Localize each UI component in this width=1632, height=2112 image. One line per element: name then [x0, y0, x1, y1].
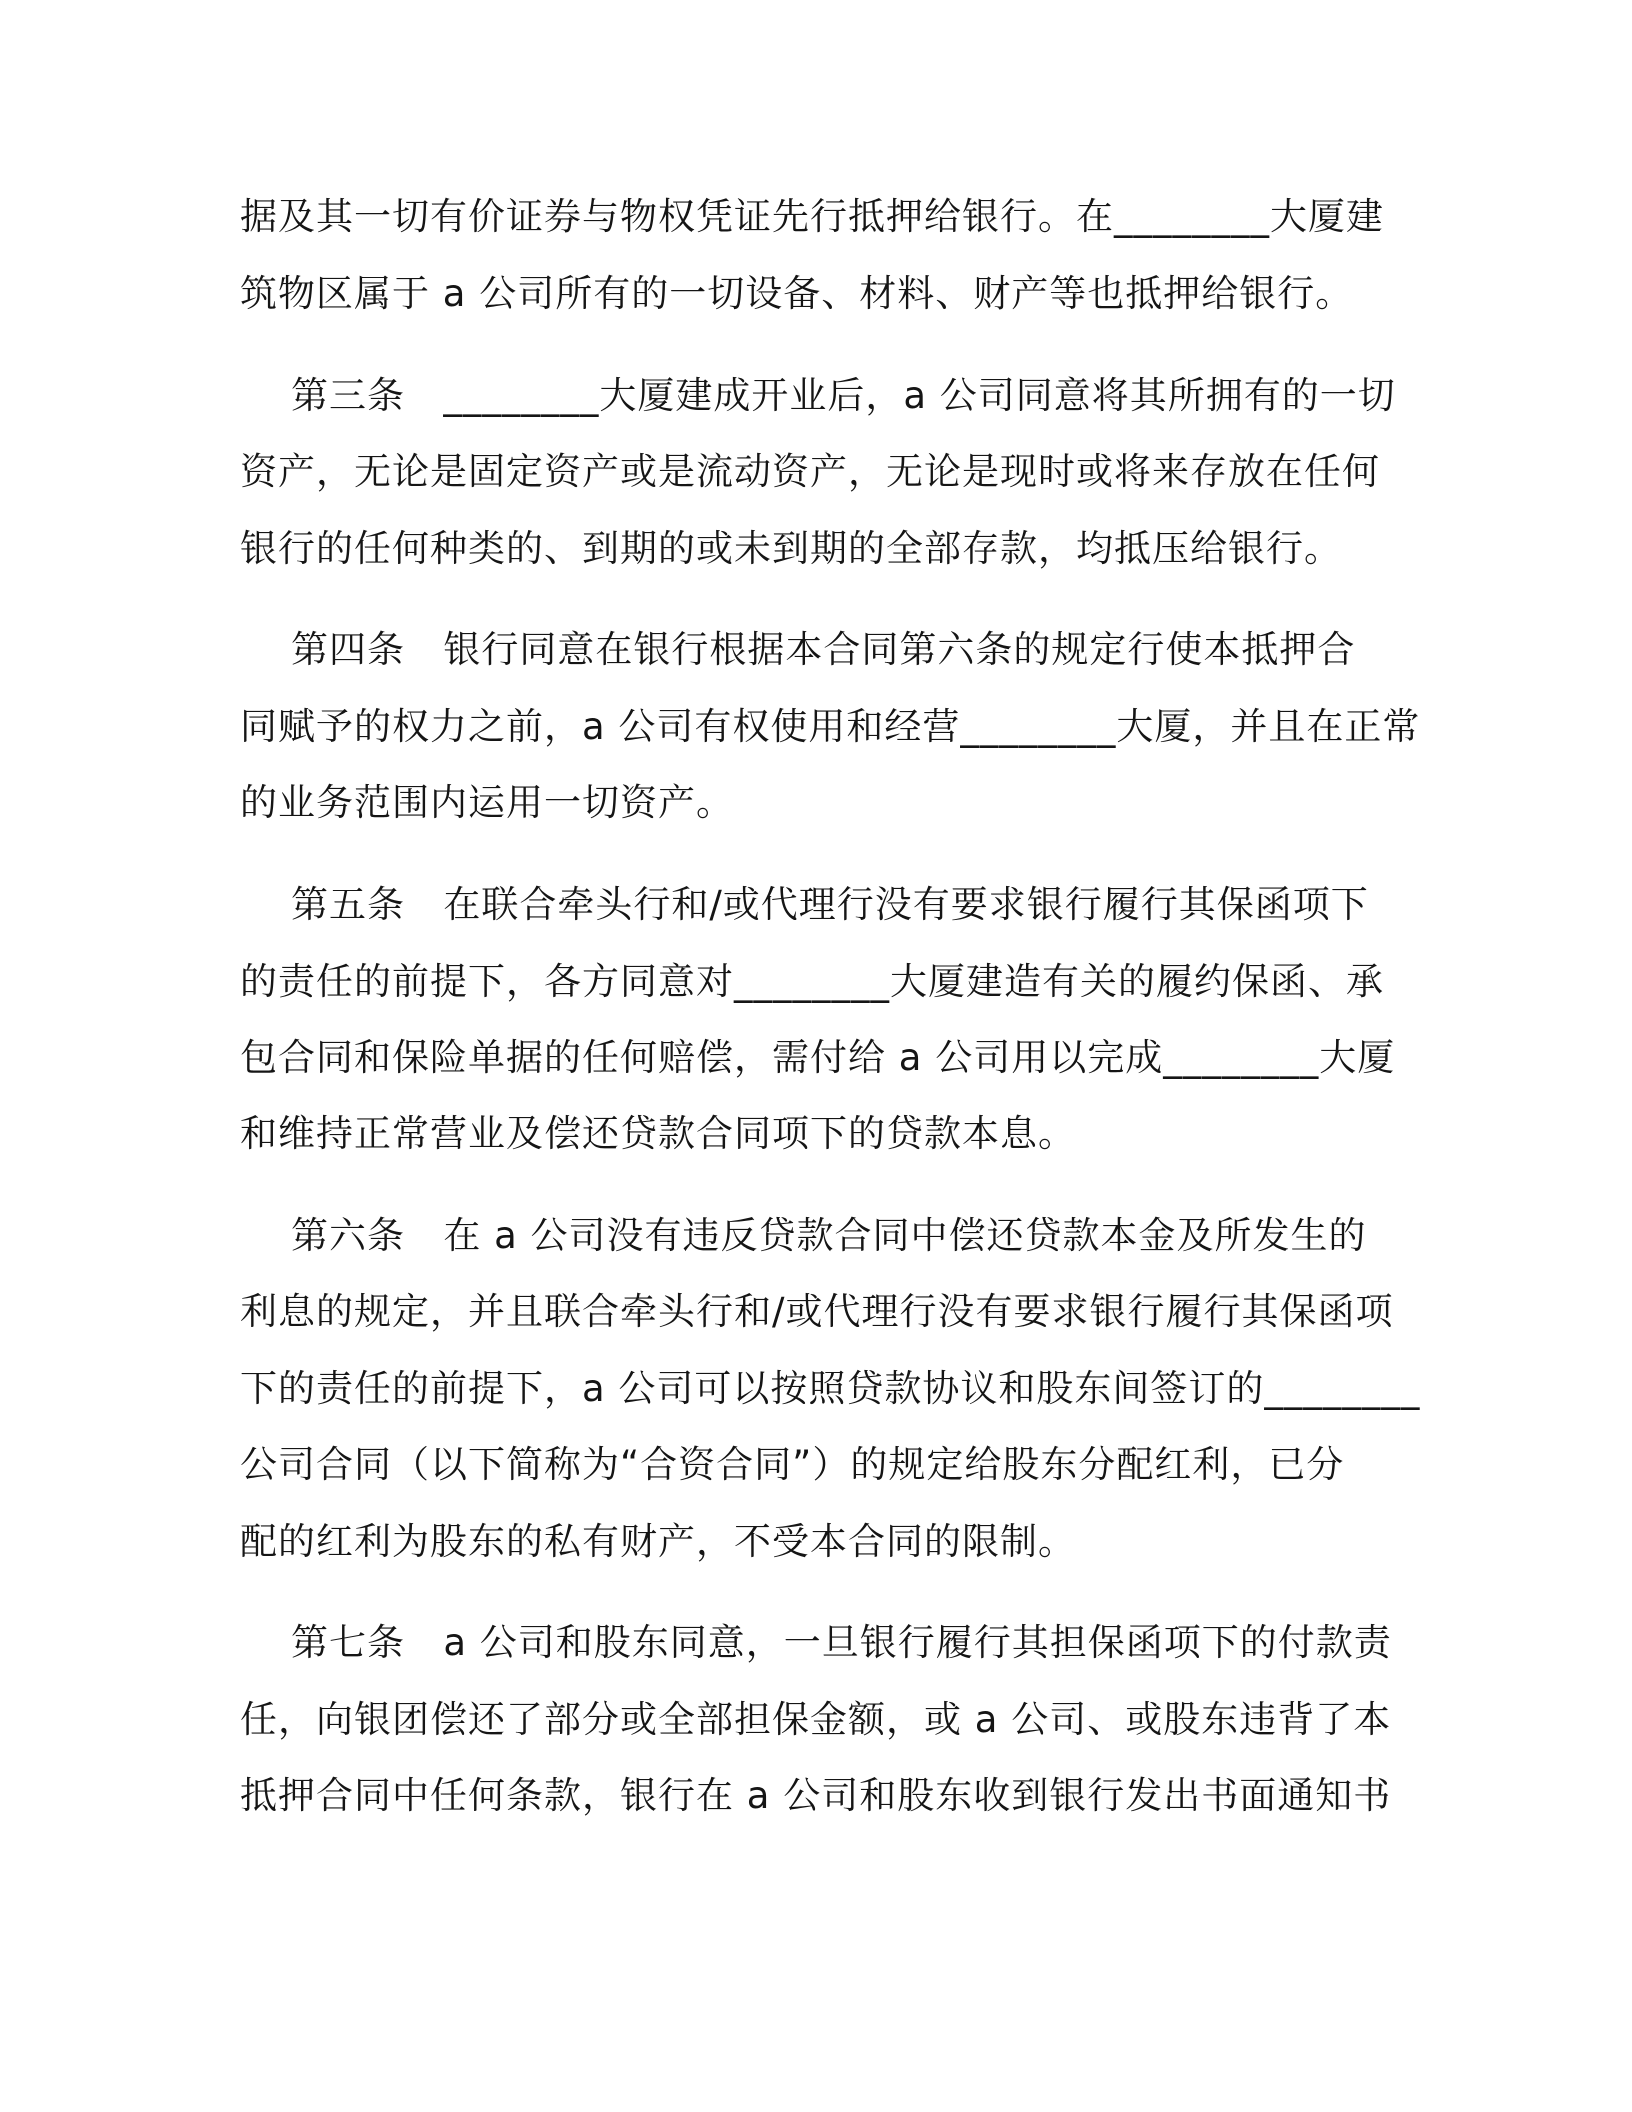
text-line: 同赋予的权力之前，a 公司有权使用和经营________大厦，并且在正常	[240, 705, 1421, 748]
text-line: 第三条 ________大厦建成开业后，a 公司同意将其所拥有的一切	[240, 374, 1396, 417]
text-line: 筑物区属于 a 公司所有的一切设备、材料、财产等也抵押给银行。	[240, 272, 1354, 315]
text-line: 任，向银团偿还了部分或全部担保金额，或 a 公司、或股东违背了本	[240, 1698, 1392, 1741]
text-line: 抵押合同中任何条款，银行在 a 公司和股东收到银行发出书面通知书	[240, 1774, 1392, 1817]
text-line: 银行的任何种类的、到期的或未到期的全部存款，均抵压给银行。	[240, 527, 1342, 570]
text-line: 利息的规定，并且联合牵头行和/或代理行没有要求银行履行其保函项	[240, 1290, 1394, 1333]
text-line: 第五条 在联合牵头行和/或代理行没有要求银行履行其保函项下	[240, 883, 1369, 926]
text-line: 第四条 银行同意在银行根据本合同第六条的规定行使本抵押合	[240, 628, 1356, 671]
text-line: 第六条 在 a 公司没有违反贷款合同中偿还贷款本金及所发生的	[240, 1214, 1367, 1257]
text-line: 包合同和保险单据的任何赔偿，需付给 a 公司用以完成________大厦	[240, 1036, 1396, 1079]
text-line: 的业务范围内运用一切资产。	[240, 781, 734, 824]
text-line: 公司合同（以下简称为“合资合同”）的规定给股东分配红利，已分	[240, 1443, 1345, 1486]
text-line: 第七条 a 公司和股东同意，一旦银行履行其担保函项下的付款责	[240, 1621, 1392, 1664]
text-line: 资产，无论是固定资产或是流动资产，无论是现时或将来存放在任何	[240, 450, 1380, 493]
text-line: 下的责任的前提下，a 公司可以按照贷款协议和股东间签订的________	[240, 1367, 1421, 1410]
text-line: 配的红利为股东的私有财产，不受本合同的限制。	[240, 1520, 1076, 1563]
text-line: 据及其一切有价证券与物权凭证先行抵押给银行。在________大厦建	[240, 195, 1384, 238]
text-line: 和维持正常营业及偿还贷款合同项下的贷款本息。	[240, 1112, 1076, 1155]
text-line: 的责任的前提下，各方同意对________大厦建造有关的履约保函、承	[240, 960, 1384, 1003]
